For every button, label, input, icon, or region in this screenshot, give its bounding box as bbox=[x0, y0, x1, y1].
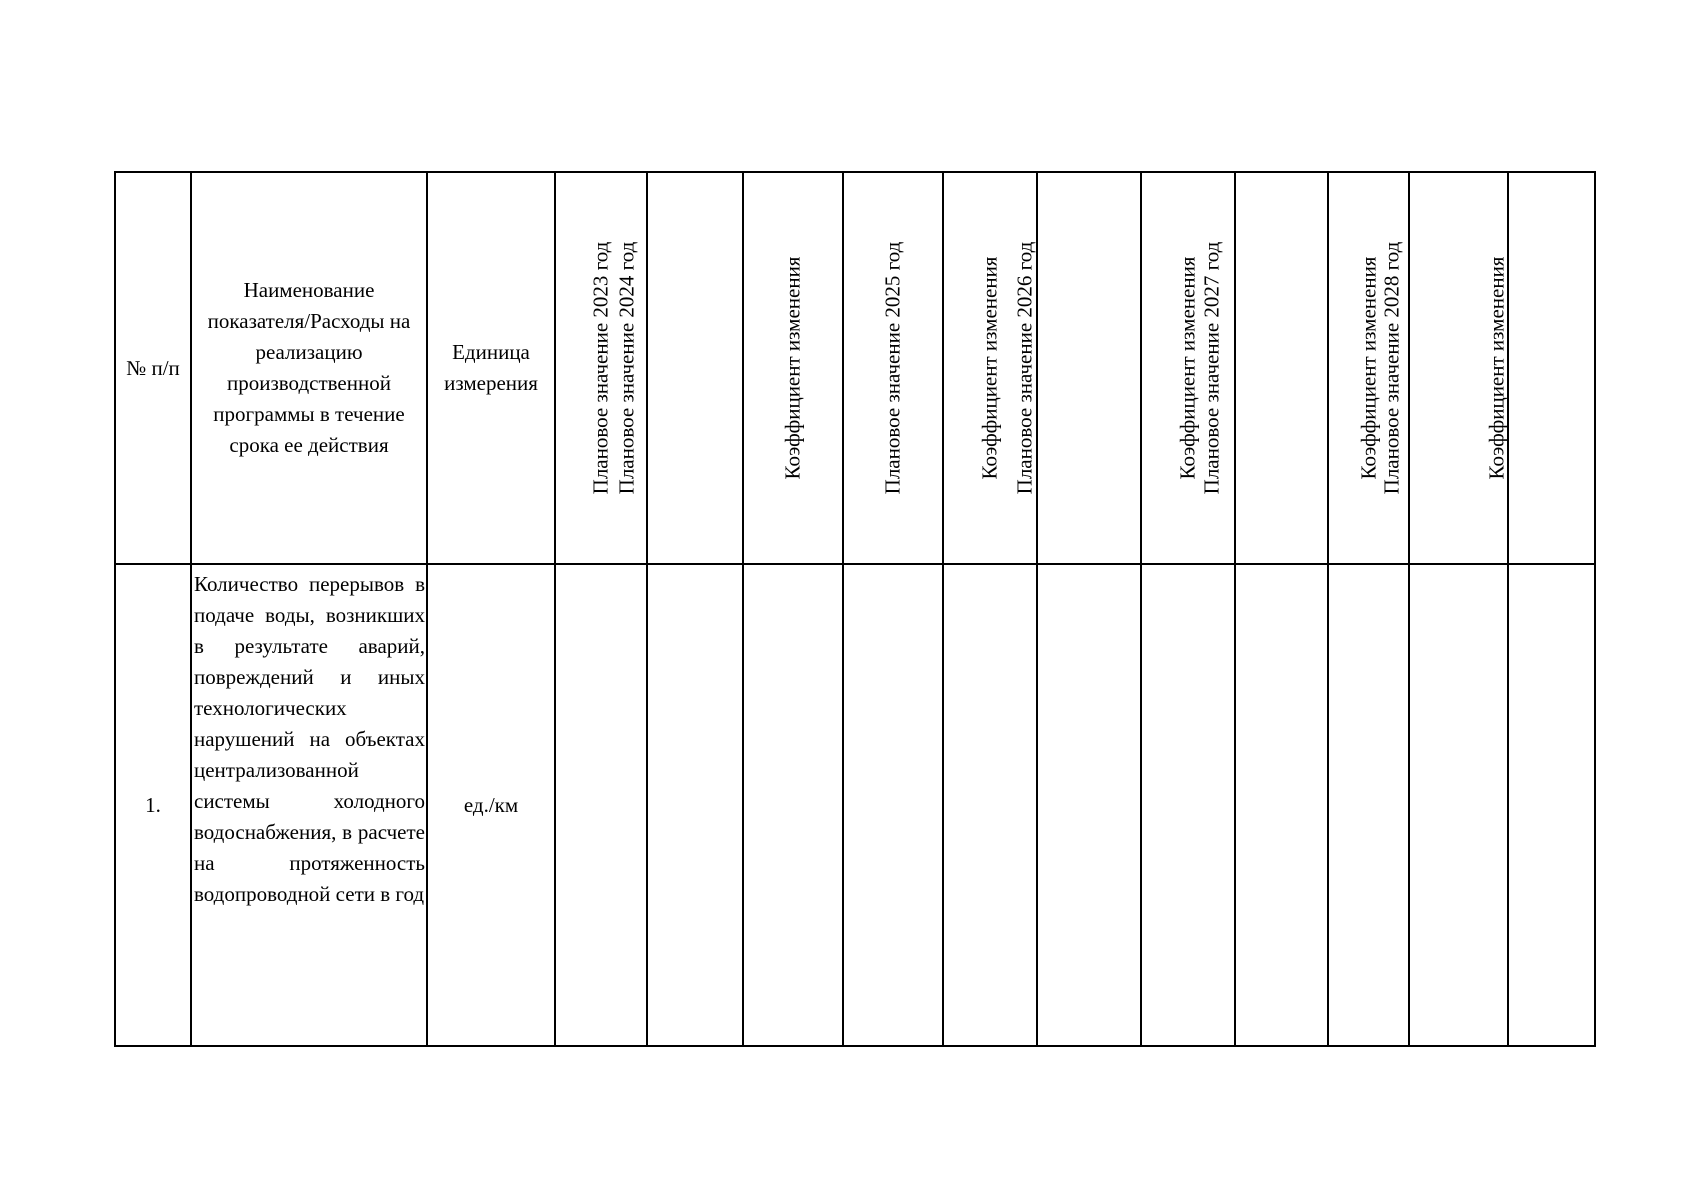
cell-coef-2024 bbox=[743, 564, 843, 1046]
header-coef-2024 bbox=[743, 172, 843, 564]
indicators-table bbox=[114, 171, 1596, 1047]
header-coef-2025-label: Коэффициент изменения bbox=[977, 256, 1002, 480]
header-coef-2026-label: Коэффициент изменения bbox=[1175, 256, 1200, 480]
header-plan-2027-label: Плановое значение 2027 год bbox=[1199, 241, 1224, 495]
header-number-label: № п/п bbox=[126, 355, 180, 380]
header-plan-2026 bbox=[1012, 172, 1141, 564]
header-coef-2028 bbox=[1484, 172, 1595, 564]
header-unit-label: Единица измерения bbox=[444, 340, 538, 395]
header-plan-2025 bbox=[843, 172, 943, 564]
cell-plan-2028 bbox=[1409, 564, 1508, 1046]
header-name-label: Наименование показателя/Расходы на реализацию производственной программы в течение срока ее действия bbox=[207, 278, 411, 457]
header-plan-2028-label: Плановое значение 2028 год bbox=[1379, 241, 1404, 495]
header-plan-2024 bbox=[614, 172, 743, 564]
cell-coef-2027 bbox=[1328, 564, 1409, 1046]
row-unit: ед./км bbox=[427, 564, 555, 1046]
cell-plan-2026 bbox=[1037, 564, 1141, 1046]
row-name bbox=[191, 564, 427, 1046]
cell-plan-2023 bbox=[555, 564, 647, 1046]
header-unit bbox=[427, 172, 555, 564]
header-plan-2027 bbox=[1199, 172, 1328, 564]
cell-coef-2028 bbox=[1508, 564, 1595, 1046]
header-plan-2023-label: Плановое значение 2023 год bbox=[588, 241, 613, 495]
header-coef-2028-label: Коэффициент изменения bbox=[1484, 256, 1509, 480]
header-name bbox=[191, 172, 427, 564]
header-number bbox=[115, 172, 191, 564]
header-coef-2027-label: Коэффициент изменения bbox=[1356, 256, 1380, 480]
header-plan-2026-label: Плановое значение 2026 год bbox=[1012, 241, 1037, 495]
table-row bbox=[115, 564, 1595, 1046]
row-number: 1. bbox=[115, 564, 191, 1046]
cell-coef-2025 bbox=[943, 564, 1037, 1046]
header-plan-2024-label: Плановое значение 2024 год bbox=[614, 241, 639, 495]
cell-plan-2025 bbox=[843, 564, 943, 1046]
row-name-text: Количество перерывов в подаче воды, возникших в результате аварий, повреждений и иных технологических нарушений на объектах централизованной системы холодного водоснабжения, в расчете на протяженность водопроводной сети в год bbox=[194, 572, 425, 906]
table-header-row bbox=[115, 172, 1595, 564]
cell-coef-2026 bbox=[1141, 564, 1235, 1046]
cell-plan-2027 bbox=[1235, 564, 1328, 1046]
header-plan-2025-label: Плановое значение 2025 год bbox=[880, 241, 905, 495]
cell-plan-2024 bbox=[647, 564, 743, 1046]
header-coef-2024-label: Коэффициент изменения bbox=[780, 256, 805, 480]
